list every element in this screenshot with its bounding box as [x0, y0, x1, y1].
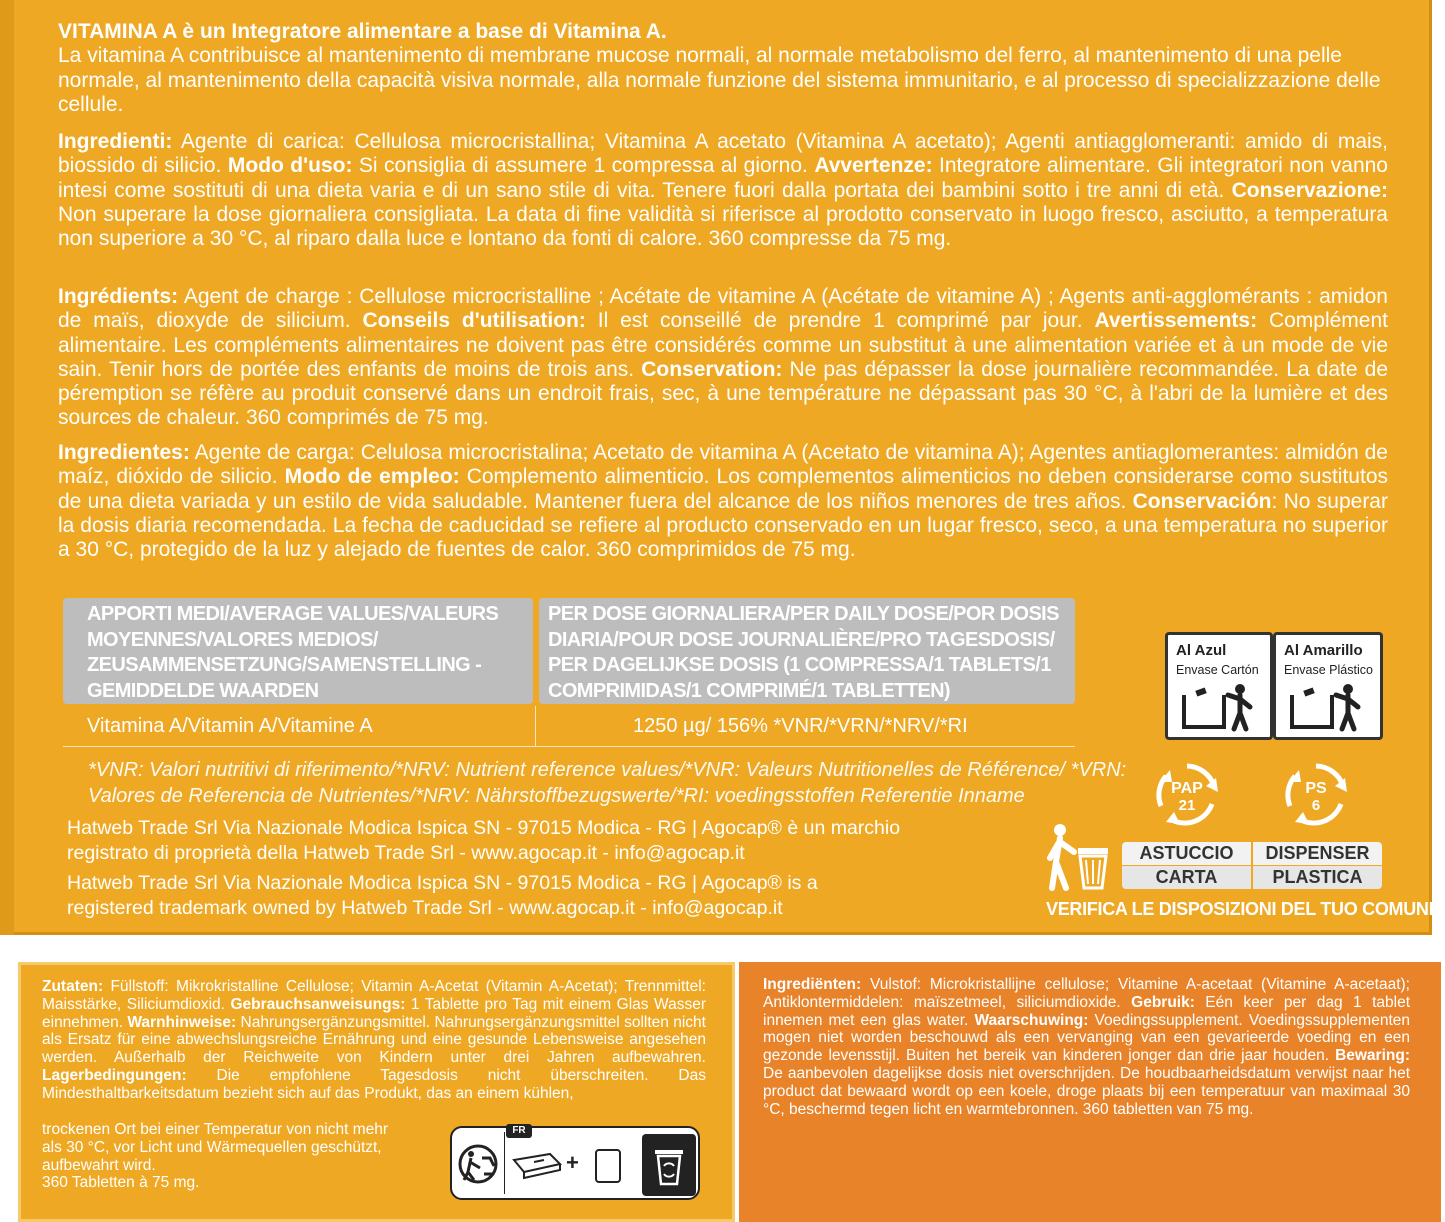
italian-section — [58, 130, 1388, 251]
recycling-amarillo-box — [1273, 632, 1383, 740]
nutrition-footnote: *VNR: Valori nutritivi di riferimento/*NRV: Nutrient reference values/*VNR: Valeurs Nutritionelles de Référence/ *VRN: Valores de Referencia de Nutrientes/*NRV: Nährstoffbezugswerte/*RI: voedingsstoffen Referentie Inname — [88, 759, 1127, 807]
yellow-bin-icon — [652, 1144, 686, 1186]
ps-code: PS — [1305, 780, 1327, 797]
nutrition-bottom-rule — [63, 746, 1075, 747]
nl-storage-label: Bewaring: — [1335, 1047, 1410, 1065]
es-storage-text: : No superar la dosis diaria recomendada. La fecha de caducidad se refiere al producto conservado en un lugar fresco, seco, a una temperatura no superior a 30 °C, protegido de la luz y alejado de fuentes de calor. 360 comprimidos de 75 mg. — [58, 489, 1388, 562]
amarillo-title: Al Amarillo — [1284, 642, 1363, 659]
it-warning-text: Integratore alimentare. Gli integratori non vanno intesi come sostituti di una dieta varia e di un sano stile di vita. Tenere fuori dalla portata dei bambini sotto i tre anni di età. — [58, 154, 1388, 202]
intro-text: La vitamina A contribuisce al mantenimento di membrane mucose normali, al normale metabolismo del ferro, al mantenimento di una pelle normale, al mantenimento della capacità visiva normale, alla normale funzione del sistema immunitario, e al processo di specializzazione delle cellule. — [58, 44, 1381, 116]
fr-warning-text: Complément alimentaire. Les compléments alimentaires ne doivent pas être considérés comme un substitut à une alimentation variée et à un mode de vie sain. Tenir hors de portée des enfants de moins de trois ans. — [58, 309, 1388, 381]
pap-code: PAP — [1171, 780, 1203, 797]
nl-use-label: Gebruik: — [1131, 993, 1195, 1011]
it-ingredients-label: Ingredienti: — [58, 130, 173, 153]
es-ingredients-text: Agente de carga: Celulosa microcristalina; Acetato de vitamina A (Acetato de vitamina A); Agentes antiaglomerantes: almidón de maíz, dióxido de silicio. — [58, 441, 1388, 489]
fr-ingredients-text: Agent de charge : Cellulose microcristalline ; Acétate de vitamine A (Acétate de vitamine A) ; Agents anti-agglomérants : amidon de maïs, dioxyde de silicium. — [58, 285, 1388, 333]
triman-infobox — [450, 1126, 700, 1200]
nl-storage-text: De aanbevolen dagelijkse dosis niet overschrijden. De houdbaarheidsdatum verwijst naar het product dat bewaard wordt op een koele, droge plaats bij een temperatuur van maximaal 30 °C, beschermd tegen licht en warmtebronnen. 360 tabletten van 75 mg. — [763, 1064, 1410, 1118]
recycle-bin-person-icon — [1286, 681, 1370, 733]
box-fold-edge — [0, 0, 14, 935]
es-ingredients-label: Ingredientes: — [58, 441, 190, 464]
nl-ingredients-label: Ingrediënten: — [763, 976, 862, 993]
carta-label: CARTA — [1122, 866, 1251, 889]
nutrition-table — [63, 598, 1075, 750]
dispenser-label: DISPENSER — [1253, 842, 1382, 865]
company-info-en: Hatweb Trade Srl Via Nazionale Modica Ispica SN - 97015 Modica - RG | Agocap® is a registered trademark owned by Hatweb Trade Srl - www.agocap.it - info@agocap.it — [67, 872, 818, 919]
plastica-label: PLASTICA — [1253, 866, 1382, 889]
recycling-azul-box — [1165, 632, 1273, 740]
es-use-text: Complemento alimenticio. Los complementos alimenticios no deben considerarse como sustitutos de una dieta variada y un estilo de vida saludable. Mantener fuera del alcance de los niños menores de tres años. — [58, 465, 1389, 513]
nl-ingredients-text: Vulstof: Microkristallijne cellulose; Vitamine A-acetaat (Vitamine A-acetaat); Antiklontermiddelen: maïszetmeel, siliciumdioxide. — [763, 976, 1410, 1011]
es-use-label: Modo de empleo: — [284, 465, 460, 489]
carton-box-icon — [510, 1150, 564, 1180]
ps-recycle-symbol — [1281, 760, 1351, 830]
de-warning-text: Nahrungsergänzungsmittel. Nahrungsergänzungsmittel sollten nicht als Ersatz für eine abwechslungsreiche Ernährung und eine gesunde Lebensweise angesehen werden. Außerhalb der Reichweite von Kindern unter drei Jahren aufbewahren. — [42, 1013, 706, 1067]
nutrition-header-right: PER DOSE GIORNALIERA/PER DAILY DOSE/POR DOSIS DIARIA/POUR DOSE JOURNALIÈRE/PRO TAGESDOSIS/ PER DAGELIJKSE DOSIS (1 COMPRESSA/1 TABLETS/1 COMPRIMIDAS/1 COMPRIMÉ/1 TABLETTEN) — [539, 598, 1075, 704]
nutrition-row-name: Vitamina A/Vitamin A/Vitamine A — [87, 715, 373, 737]
it-storage-text: Non superare la dose giornaliera consigliata. La data di fine validità si riferisce al prodotto conservato in luogo fresco, asciutto, a temperatura non superiore a 30 °C, al riparo dalla luce e lontano da fonti di calore. 360 compresse da 75 mg. — [58, 202, 1388, 251]
it-storage-label: Conservazione: — [1231, 178, 1388, 202]
de-storage-text-cont: trockenen Ort bei einer Temperatur von nicht mehr als 30 °C, vor Licht und Wärmequellen geschützt, aufbewahrt wird. — [42, 1121, 389, 1174]
trash-bin-icon — [1046, 822, 1112, 892]
amarillo-subtitle: Envase Plástico — [1284, 663, 1373, 677]
it-ingredients-text: Agente di carica: Cellulosa microcristallina; Vitamina A acetato (Vitamina A acetato); Agenti antiagglomeranti: amido di mais, biossido di silicio. — [58, 130, 1388, 178]
plus-icon: + — [566, 1150, 579, 1175]
de-quantity: 360 Tabletten à 75 mg. — [42, 1174, 200, 1192]
nl-use-text: Eén keer per dag 1 tablet innemen met een glas water. — [763, 993, 1410, 1029]
recycle-bin-panel — [642, 1134, 696, 1196]
intro-title: VITAMINA A è un Integratore alimentare a base di Vitamina A. — [58, 20, 667, 43]
triman-icon — [454, 1140, 502, 1188]
de-ingredients-label: Zutaten: — [42, 978, 104, 995]
ps-number: 6 — [1311, 797, 1321, 814]
azul-subtitle: Envase Cartón — [1176, 663, 1259, 677]
spanish-section — [58, 441, 1388, 562]
nutrition-header-left: APPORTI MEDI/AVERAGE VALUES/VALEURS MOYENNES/VALORES MEDIOS/ ZEUSAMMENSETZUNG/SAMENSTELLING - GEMIDDELDE WAARDEN — [63, 598, 533, 704]
de-storage-label: Lagerbedingungen: — [42, 1066, 187, 1084]
astuccio-label: ASTUCCIO — [1122, 842, 1251, 865]
recycle-bin-person-icon — [1178, 681, 1262, 733]
nutrition-row-value: 1250 µg/ 156% *VNR/*VRN/*NRV/*RI — [633, 715, 968, 737]
nl-warning-label: Waarschuwing: — [974, 1011, 1089, 1029]
it-warning-label: Avvertenze: — [814, 154, 933, 178]
fr-warning-label: Avertissements: — [1094, 309, 1258, 333]
pap-number: 21 — [1178, 797, 1196, 814]
intro-block — [58, 20, 1388, 117]
verify-notice: VERIFICA LE DISPOSIZIONI DEL TUO COMUNE — [1046, 899, 1441, 919]
dispenser-jar-icon — [592, 1146, 624, 1186]
it-use-text: Si consiglia di assumere 1 compressa al giorno. — [352, 154, 815, 178]
azul-title: Al Azul — [1176, 642, 1227, 659]
de-storage-text: Die empfohlene Tagesdosis nicht überschreiten. Das Mindesthaltbarkeitsdatum bezieht sich auf das Produkt, das an einem kühlen, — [42, 1066, 706, 1102]
de-use-label: Gebrauchsanweisungs: — [230, 995, 406, 1013]
german-text-top — [42, 978, 706, 1103]
de-use-text: 1 Tablette pro Tag mit einem Glas Wasser einnehmen. — [42, 995, 706, 1031]
de-ingredients-text: Füllstoff: Mikrokristalline Cellulose; Vitamin A-Acetat (Vitamin A-Acetat); Trennmittel: Maisstärke, Siliciumdioxid. — [42, 978, 706, 1013]
pap-recycle-symbol — [1152, 760, 1222, 830]
french-section — [58, 285, 1388, 431]
it-use-label: Modo d'uso: — [227, 154, 353, 178]
fr-storage-text: Ne pas dépasser la dose journalière recommandée. La date de péremption se réfère au produit conservé dans un endroit frais, sec, à une température ne dépassant pas 30 °C, à l'abri de la lumière et des sources de chaleur. 360 comprimés de 75 mg. — [58, 357, 1388, 430]
fr-ingredients-label: Ingrédients: — [58, 285, 179, 308]
es-storage-label: Conservación — [1132, 489, 1272, 513]
de-warning-label: Warnhinweise: — [127, 1013, 237, 1031]
nutrition-divider — [535, 706, 536, 746]
german-text-bottom — [42, 1121, 402, 1192]
fr-storage-label: Conservation: — [641, 357, 783, 381]
fr-tag: FR — [506, 1124, 532, 1138]
triman-divider — [504, 1132, 505, 1194]
nl-warning-text: Voedingssupplement. Voedingssupplementen mogen niet worden beschouwd als een vervanging van een gevarieerde voeding en een gezonde levensstijl. Buiten het bereik van kinderen jonger dan drie jaar houden. — [763, 1011, 1410, 1065]
company-info-it: Hatweb Trade Srl Via Nazionale Modica Ispica SN - 97015 Modica - RG | Agocap® è un marchio registrato di proprietà della Hatweb Trade Srl - www.agocap.it - info@agocap.it — [67, 817, 901, 864]
dutch-text — [763, 976, 1410, 1118]
fr-use-text: Il est conseillé de prendre 1 comprimé par jour. — [585, 309, 1095, 333]
fr-use-label: Conseils d'utilisation: — [362, 309, 586, 333]
